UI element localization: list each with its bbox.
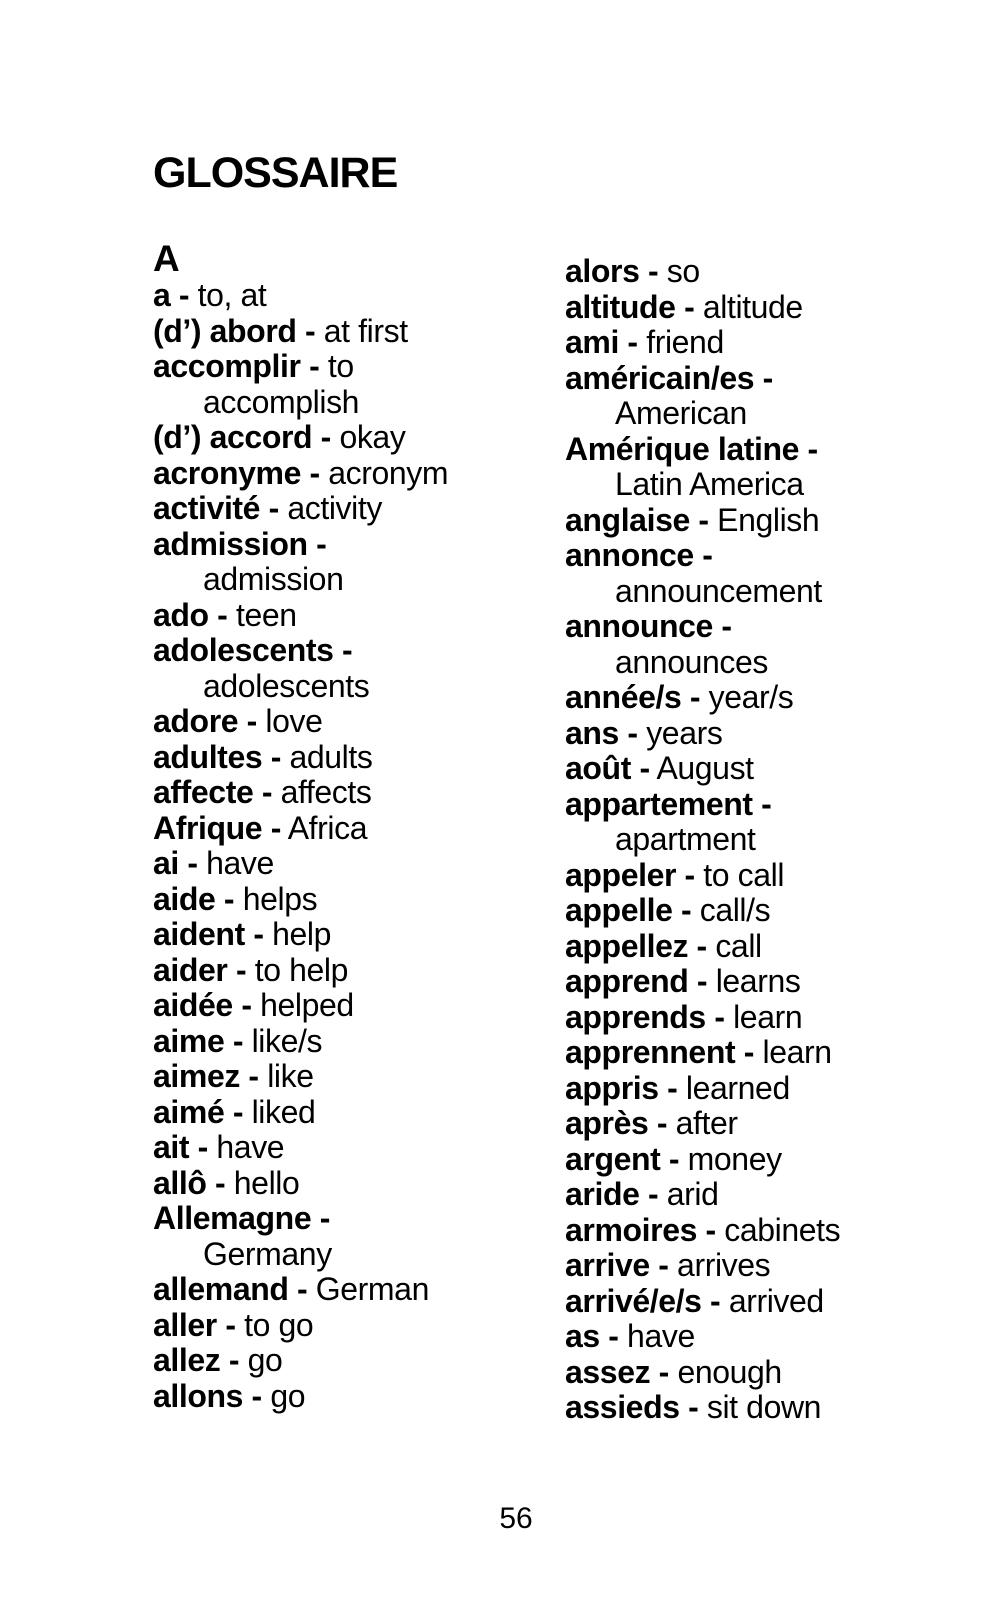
entry-term: allô - (153, 1164, 226, 1201)
glossary-entry (153, 598, 448, 634)
entry-translation: money (687, 1140, 782, 1177)
entry-translation: have (206, 845, 274, 881)
entry-term: affecte - (153, 774, 273, 810)
entry-translation: arrives (677, 1247, 771, 1283)
entry-translation: learns (715, 963, 801, 999)
glossary-entry (565, 432, 840, 468)
entry-translation: help (272, 916, 331, 952)
glossary-entry (153, 1024, 448, 1060)
glossary-entry (153, 1379, 448, 1415)
entry-term: ami - (565, 324, 638, 360)
entry-translation: go (270, 1377, 306, 1414)
entry-translation-continued: accomplish (203, 383, 360, 420)
page-title: GLOSSAIRE (153, 149, 398, 197)
entry-term: aime - (153, 1022, 244, 1059)
entry-term: arrivé/e/s - (565, 1282, 721, 1319)
entry-term: activité - (153, 490, 279, 526)
glossary-entry (565, 1355, 840, 1391)
glossary-entry (565, 538, 840, 574)
glossary-entry (565, 716, 840, 752)
entry-translation: to, at (197, 277, 267, 313)
entry-term: argent - (565, 1140, 680, 1177)
entry-translation: learn (733, 998, 803, 1035)
glossary-entry (153, 811, 448, 847)
entry-translation: learn (762, 1034, 832, 1070)
glossary-entry (565, 858, 840, 894)
glossary-entry (565, 929, 840, 965)
entry-translation-continued: apartment (615, 821, 756, 857)
entry-translation: years (646, 714, 723, 751)
entry-term: anglaise - (565, 501, 709, 538)
entry-term: apprennent - (565, 1034, 754, 1070)
glossary-entry (153, 1166, 448, 1202)
entry-term: apprends - (565, 998, 725, 1035)
glossary-entry (565, 1213, 840, 1249)
entry-translation: love (265, 703, 323, 739)
glossary-entry (565, 1071, 840, 1107)
entry-term: adultes - (153, 738, 281, 775)
page-number: 56 (499, 1502, 533, 1535)
entry-term: (d’) abord - (153, 312, 316, 349)
entry-translation: affects (280, 774, 372, 810)
entry-translation: to help (254, 951, 349, 988)
section-letter-heading: A (153, 238, 180, 279)
entry-translation: teen (235, 596, 297, 633)
entry-term: Allemagne - (153, 1200, 330, 1236)
glossary-column-right (565, 254, 840, 1426)
entry-term: allons - (153, 1377, 262, 1414)
entry-term: armoires - (565, 1211, 716, 1248)
entry-translation: activity (287, 490, 382, 526)
entry-term: ai - (153, 845, 198, 881)
entry-translation: go (247, 1342, 283, 1378)
glossary-entry (153, 527, 448, 563)
glossary-entry (153, 775, 448, 811)
glossary-entry (565, 1319, 840, 1355)
entry-translation: friend (646, 324, 724, 360)
glossary-entry (565, 1390, 840, 1426)
entry-term: aide - (153, 880, 235, 917)
glossary-entry (565, 680, 840, 716)
entry-translation: hello (233, 1164, 300, 1201)
entry-term: assez - (565, 1353, 669, 1390)
glossary-entry (565, 893, 840, 929)
entry-term: aidée - (153, 987, 252, 1023)
entry-translation-continued: adolescents (203, 667, 370, 704)
entry-term: accomplir - (153, 348, 320, 384)
entry-term: aller - (153, 1306, 236, 1343)
entry-term: appartement - (565, 785, 772, 822)
glossary-entry (153, 456, 448, 492)
entry-translation: year/s (708, 679, 794, 715)
entry-translation: call/s (699, 892, 771, 928)
glossary-entry (565, 290, 840, 326)
glossary-entry (153, 633, 448, 669)
entry-term: aride - (565, 1176, 659, 1212)
glossary-entry (153, 988, 448, 1024)
entry-term: apprend - (565, 963, 708, 999)
entry-term: assieds - (565, 1389, 699, 1425)
entry-term: aider - (153, 951, 247, 988)
entry-term: après - (565, 1105, 668, 1141)
glossary-entry (153, 1130, 448, 1166)
entry-term: as - (565, 1318, 619, 1354)
entry-translation: okay (339, 419, 406, 455)
glossary-entry (153, 1343, 448, 1379)
entry-translation: helped (260, 987, 354, 1023)
entry-translation: arid (666, 1176, 719, 1212)
entry-term: allez - (153, 1342, 240, 1378)
glossary-entry (565, 1284, 840, 1320)
glossary-entry (565, 1106, 840, 1142)
entry-term: appellez - (565, 927, 707, 964)
entry-translation: to (327, 348, 354, 384)
glossary-entry (565, 503, 840, 539)
entry-translation-continued: Latin America (615, 466, 804, 502)
glossary-entry (153, 704, 448, 740)
entry-term: annonce - (565, 537, 713, 573)
glossary-entry (565, 1177, 840, 1213)
entry-translation: have (627, 1318, 695, 1354)
entry-translation-continued: American (615, 395, 747, 431)
glossary-entry (153, 420, 448, 456)
entry-term: appeler - (565, 856, 695, 893)
entry-translation: liked (251, 1093, 316, 1130)
entry-translation: like (267, 1058, 314, 1094)
glossary-entry (153, 1308, 448, 1344)
entry-term: (d’) accord - (153, 419, 331, 455)
entry-term: announce - (565, 608, 732, 644)
glossary-column-left (153, 278, 448, 1414)
entry-translation: Africa (287, 809, 368, 846)
glossary-entry (565, 1142, 840, 1178)
glossary-entry (153, 1272, 448, 1308)
entry-translation: have (216, 1129, 285, 1165)
entry-term: américain/es - (565, 359, 773, 396)
entry-term: Afrique - (153, 809, 281, 846)
glossary-entry (153, 1201, 448, 1237)
entry-term: aident - (153, 916, 264, 952)
entry-translation: acronym (328, 454, 449, 491)
entry-translation: call (715, 927, 762, 964)
glossary-entry (153, 953, 448, 989)
entry-translation: cabinets (724, 1211, 841, 1248)
entry-translation: August (656, 750, 754, 786)
glossary-entry (153, 740, 448, 776)
entry-translation: enough (677, 1353, 782, 1390)
entry-translation-continued: admission (203, 561, 344, 597)
glossary-entry (565, 1000, 840, 1036)
entry-translation: altitude (702, 288, 803, 325)
entry-term: allemand - (153, 1271, 308, 1307)
entry-term: aimé - (153, 1093, 244, 1130)
entry-term: Amérique latine - (565, 430, 818, 467)
entry-translation: at first (323, 312, 408, 349)
glossary-entry (153, 882, 448, 918)
glossary-entry (153, 278, 448, 314)
glossary-entry (153, 1059, 448, 1095)
glossary-entry (153, 846, 448, 882)
entry-translation-continued: announcement (615, 572, 822, 609)
entry-term: altitude - (565, 288, 695, 325)
glossary-entry (565, 609, 840, 645)
entry-translation: so (666, 253, 700, 289)
entry-translation: English (717, 501, 820, 538)
glossary-entry (565, 361, 840, 397)
entry-translation-continued: Germany (203, 1235, 332, 1272)
glossary-entry (565, 1035, 840, 1071)
glossary-entry (565, 254, 840, 290)
entry-translation: after (675, 1105, 738, 1141)
glossary-entry (565, 964, 840, 1000)
entry-term: août - (565, 750, 650, 786)
glossary-entry (153, 349, 448, 385)
entry-translation: like/s (251, 1022, 323, 1059)
entry-term: ans - (565, 714, 638, 751)
glossary-entry (153, 917, 448, 953)
entry-translation: learned (685, 1069, 790, 1106)
entry-translation: German (315, 1271, 429, 1307)
entry-term: appris - (565, 1069, 678, 1106)
entry-term: admission - (153, 525, 327, 562)
entry-term: adolescents - (153, 632, 353, 668)
glossary-entry (565, 751, 840, 787)
glossary-entry (565, 325, 840, 361)
entry-term: appelle - (565, 892, 692, 928)
entry-term: année/s - (565, 679, 701, 715)
entry-term: a - (153, 277, 190, 313)
entry-translation-continued: announces (615, 643, 768, 680)
entry-term: acronyme - (153, 454, 320, 491)
entry-term: ait - (153, 1129, 208, 1165)
glossary-entry (153, 1095, 448, 1131)
entry-term: adore - (153, 703, 257, 739)
glossary-entry (565, 787, 840, 823)
entry-translation: to go (244, 1306, 314, 1343)
glossary-entry (153, 314, 448, 350)
entry-term: ado - (153, 596, 228, 633)
entry-translation: helps (242, 880, 318, 917)
entry-term: aimez - (153, 1058, 259, 1094)
entry-term: arrive - (565, 1247, 669, 1283)
entry-translation: adults (289, 738, 373, 775)
entry-term: alors - (565, 253, 659, 289)
glossary-entry (153, 491, 448, 527)
entry-translation: arrived (728, 1282, 824, 1319)
entry-translation: sit down (706, 1389, 822, 1425)
glossary-entry (565, 1248, 840, 1284)
entry-translation: to call (703, 856, 785, 893)
